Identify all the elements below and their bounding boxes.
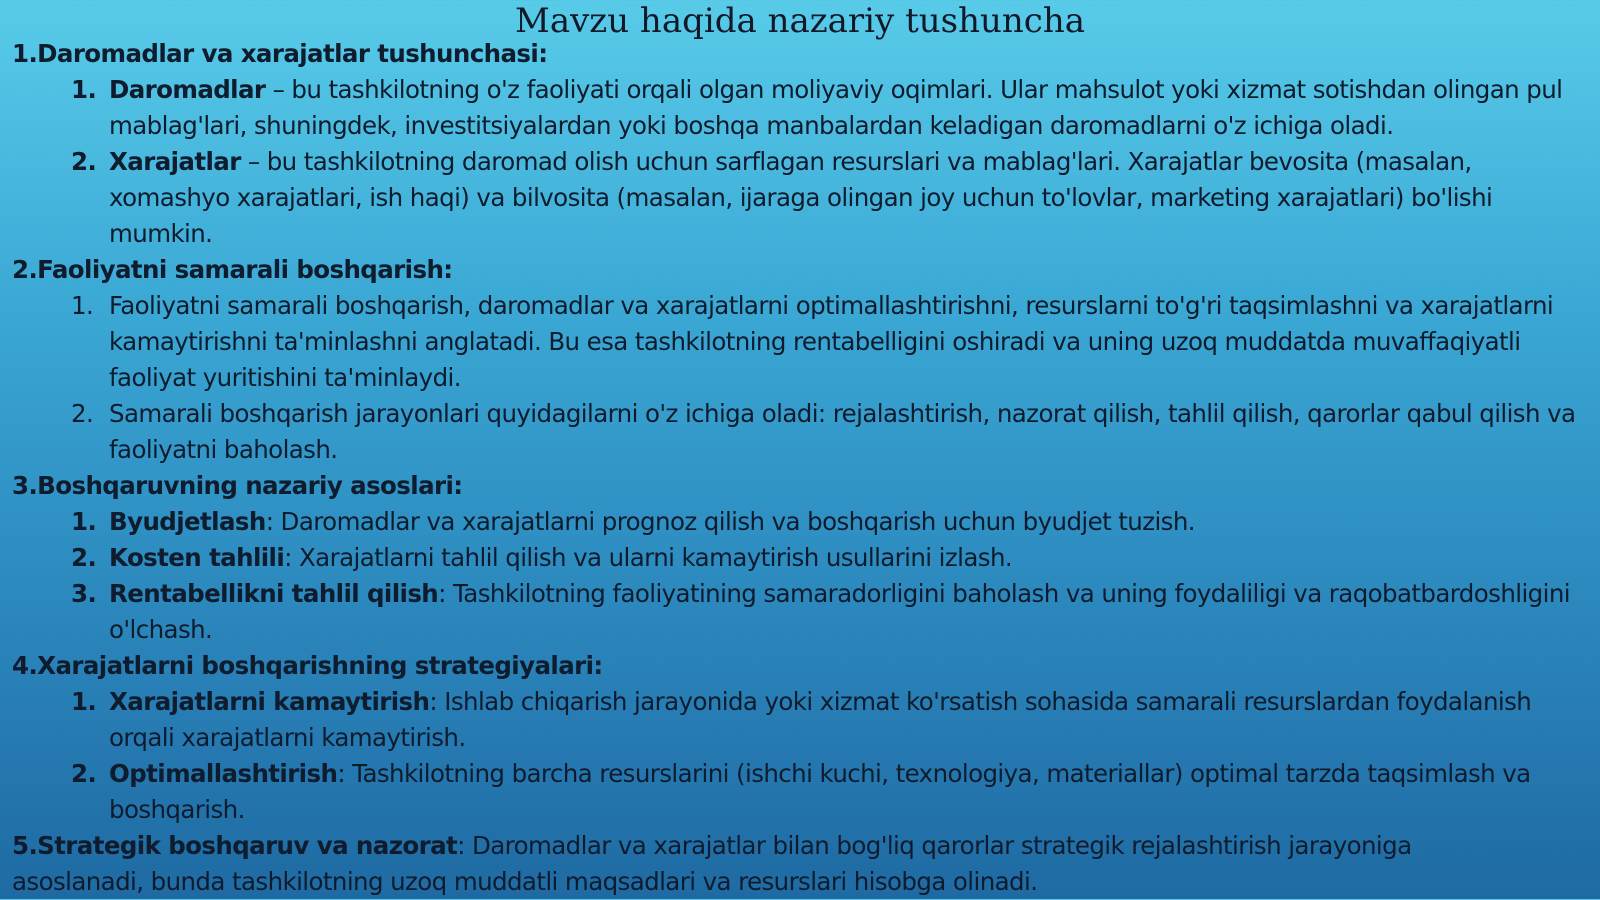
item-text: Faoliyatni samarali boshqarish, daromadlar va xarajatlarni optimallashtirishni, resurslarni to'g'ri taqsimlashni va xarajatlarni kamaytirishni ta'minlashni anglatadi. Bu esa tashkilotning rentabelligini oshiradi va uning uzoq muddatda muvaffaqiyatli faoliyat yuritishini ta'minlaydi.	[109, 291, 1554, 392]
item-number: 2.	[71, 759, 97, 788]
item-number: 1.	[71, 687, 97, 716]
item-keyword: Xarajatlarni kamaytirish	[109, 687, 430, 716]
list-item	[12, 756, 1592, 828]
slide-title: Mavzu haqida nazariy tushuncha	[515, 1, 1085, 41]
item-text: : Ishlab chiqarish jarayonida yoki xizmat ko'rsatish sohasida samarali resurslardan foydalanish orqali xarajatlarni kamaytirish.	[109, 687, 1532, 752]
item-number: 2.	[71, 399, 94, 428]
item-number: 1.	[71, 75, 97, 104]
item-number: 3.	[71, 579, 97, 608]
section-heading-5: 5.Strategik boshqaruv va nazorat	[12, 831, 458, 860]
list-item	[12, 288, 1592, 396]
section-5-paragraph	[12, 828, 1592, 900]
section-heading-3: 3.Boshqaruvning nazariy asoslari:	[12, 471, 463, 500]
item-text: : Tashkilotning faoliyatining samaradorligini baholash va uning foydaliligi va raqobatbardoshligini o'lchash.	[109, 579, 1570, 644]
item-number: 1.	[71, 507, 97, 536]
item-number: 2.	[71, 147, 97, 176]
section-heading-4: 4.Xarajatlarni boshqarishning strategiyalari:	[12, 651, 603, 680]
list-item	[12, 576, 1592, 648]
slide-content	[12, 36, 1592, 900]
list-item	[12, 396, 1592, 468]
item-text: : Tashkilotning barcha resurslarini (ishchi kuchi, texnologiya, materiallar) optimal tarzda taqsimlash va boshqarish.	[109, 759, 1531, 824]
item-keyword: Xarajatlar	[109, 147, 241, 176]
list-item	[12, 540, 1592, 576]
list-item	[12, 504, 1592, 540]
item-number: 2.	[71, 543, 97, 572]
section-5-text: : Daromadlar va xarajatlar bilan bog'liq qarorlar strategik rejalashtirish jarayoniga asoslanadi, bunda tashkilotning uzoq muddatli maqsadlari va resurslari hisobga olinadi.	[12, 831, 1412, 896]
list-item	[12, 684, 1592, 756]
item-keyword: Kosten tahlili	[109, 543, 285, 572]
item-text: – bu tashkilotning o'z faoliyati orqali olgan moliyaviy oqimlari. Ular mahsulot yoki xizmat sotishdan olingan pul mablag'lari, shuningdek, investitsiyalardan yoki boshqa manbalardan keladigan daromadlarni o'z ichiga oladi.	[109, 75, 1563, 140]
item-number: 1.	[71, 291, 94, 320]
item-keyword: Optimallashtirish	[109, 759, 338, 788]
list-item	[12, 72, 1592, 144]
item-keyword: Byudjetlash	[109, 507, 266, 536]
item-text: : Xarajatlarni tahlil qilish va ularni kamaytirish usullarini izlash.	[284, 543, 1013, 572]
item-text: Samarali boshqarish jarayonlari quyidagilarni o'z ichiga oladi: rejalashtirish, nazorat qilish, tahlil qilish, qarorlar qabul qilish va faoliyatni baholash.	[109, 399, 1576, 464]
section-heading-1: 1.Daromadlar va xarajatlar tushunchasi:	[12, 39, 548, 68]
item-text: – bu tashkilotning daromad olish uchun sarflagan resurslari va mablag'lari. Xarajatlar bevosita (masalan, xomashyo xarajatlari, ish haqi) va bilvosita (masalan, ijaraga olingan joy uchun to'lovlar, marketing xarajatlari) bo'lishi mumkin.	[109, 147, 1493, 248]
item-keyword: Rentabellikni tahlil qilish	[109, 579, 439, 608]
list-item	[12, 144, 1592, 252]
section-heading-2: 2.Faoliyatni samarali boshqarish:	[12, 255, 453, 284]
item-text: : Daromadlar va xarajatlarni prognoz qilish va boshqarish uchun byudjet tuzish.	[265, 507, 1195, 536]
item-keyword: Daromadlar	[109, 75, 266, 104]
